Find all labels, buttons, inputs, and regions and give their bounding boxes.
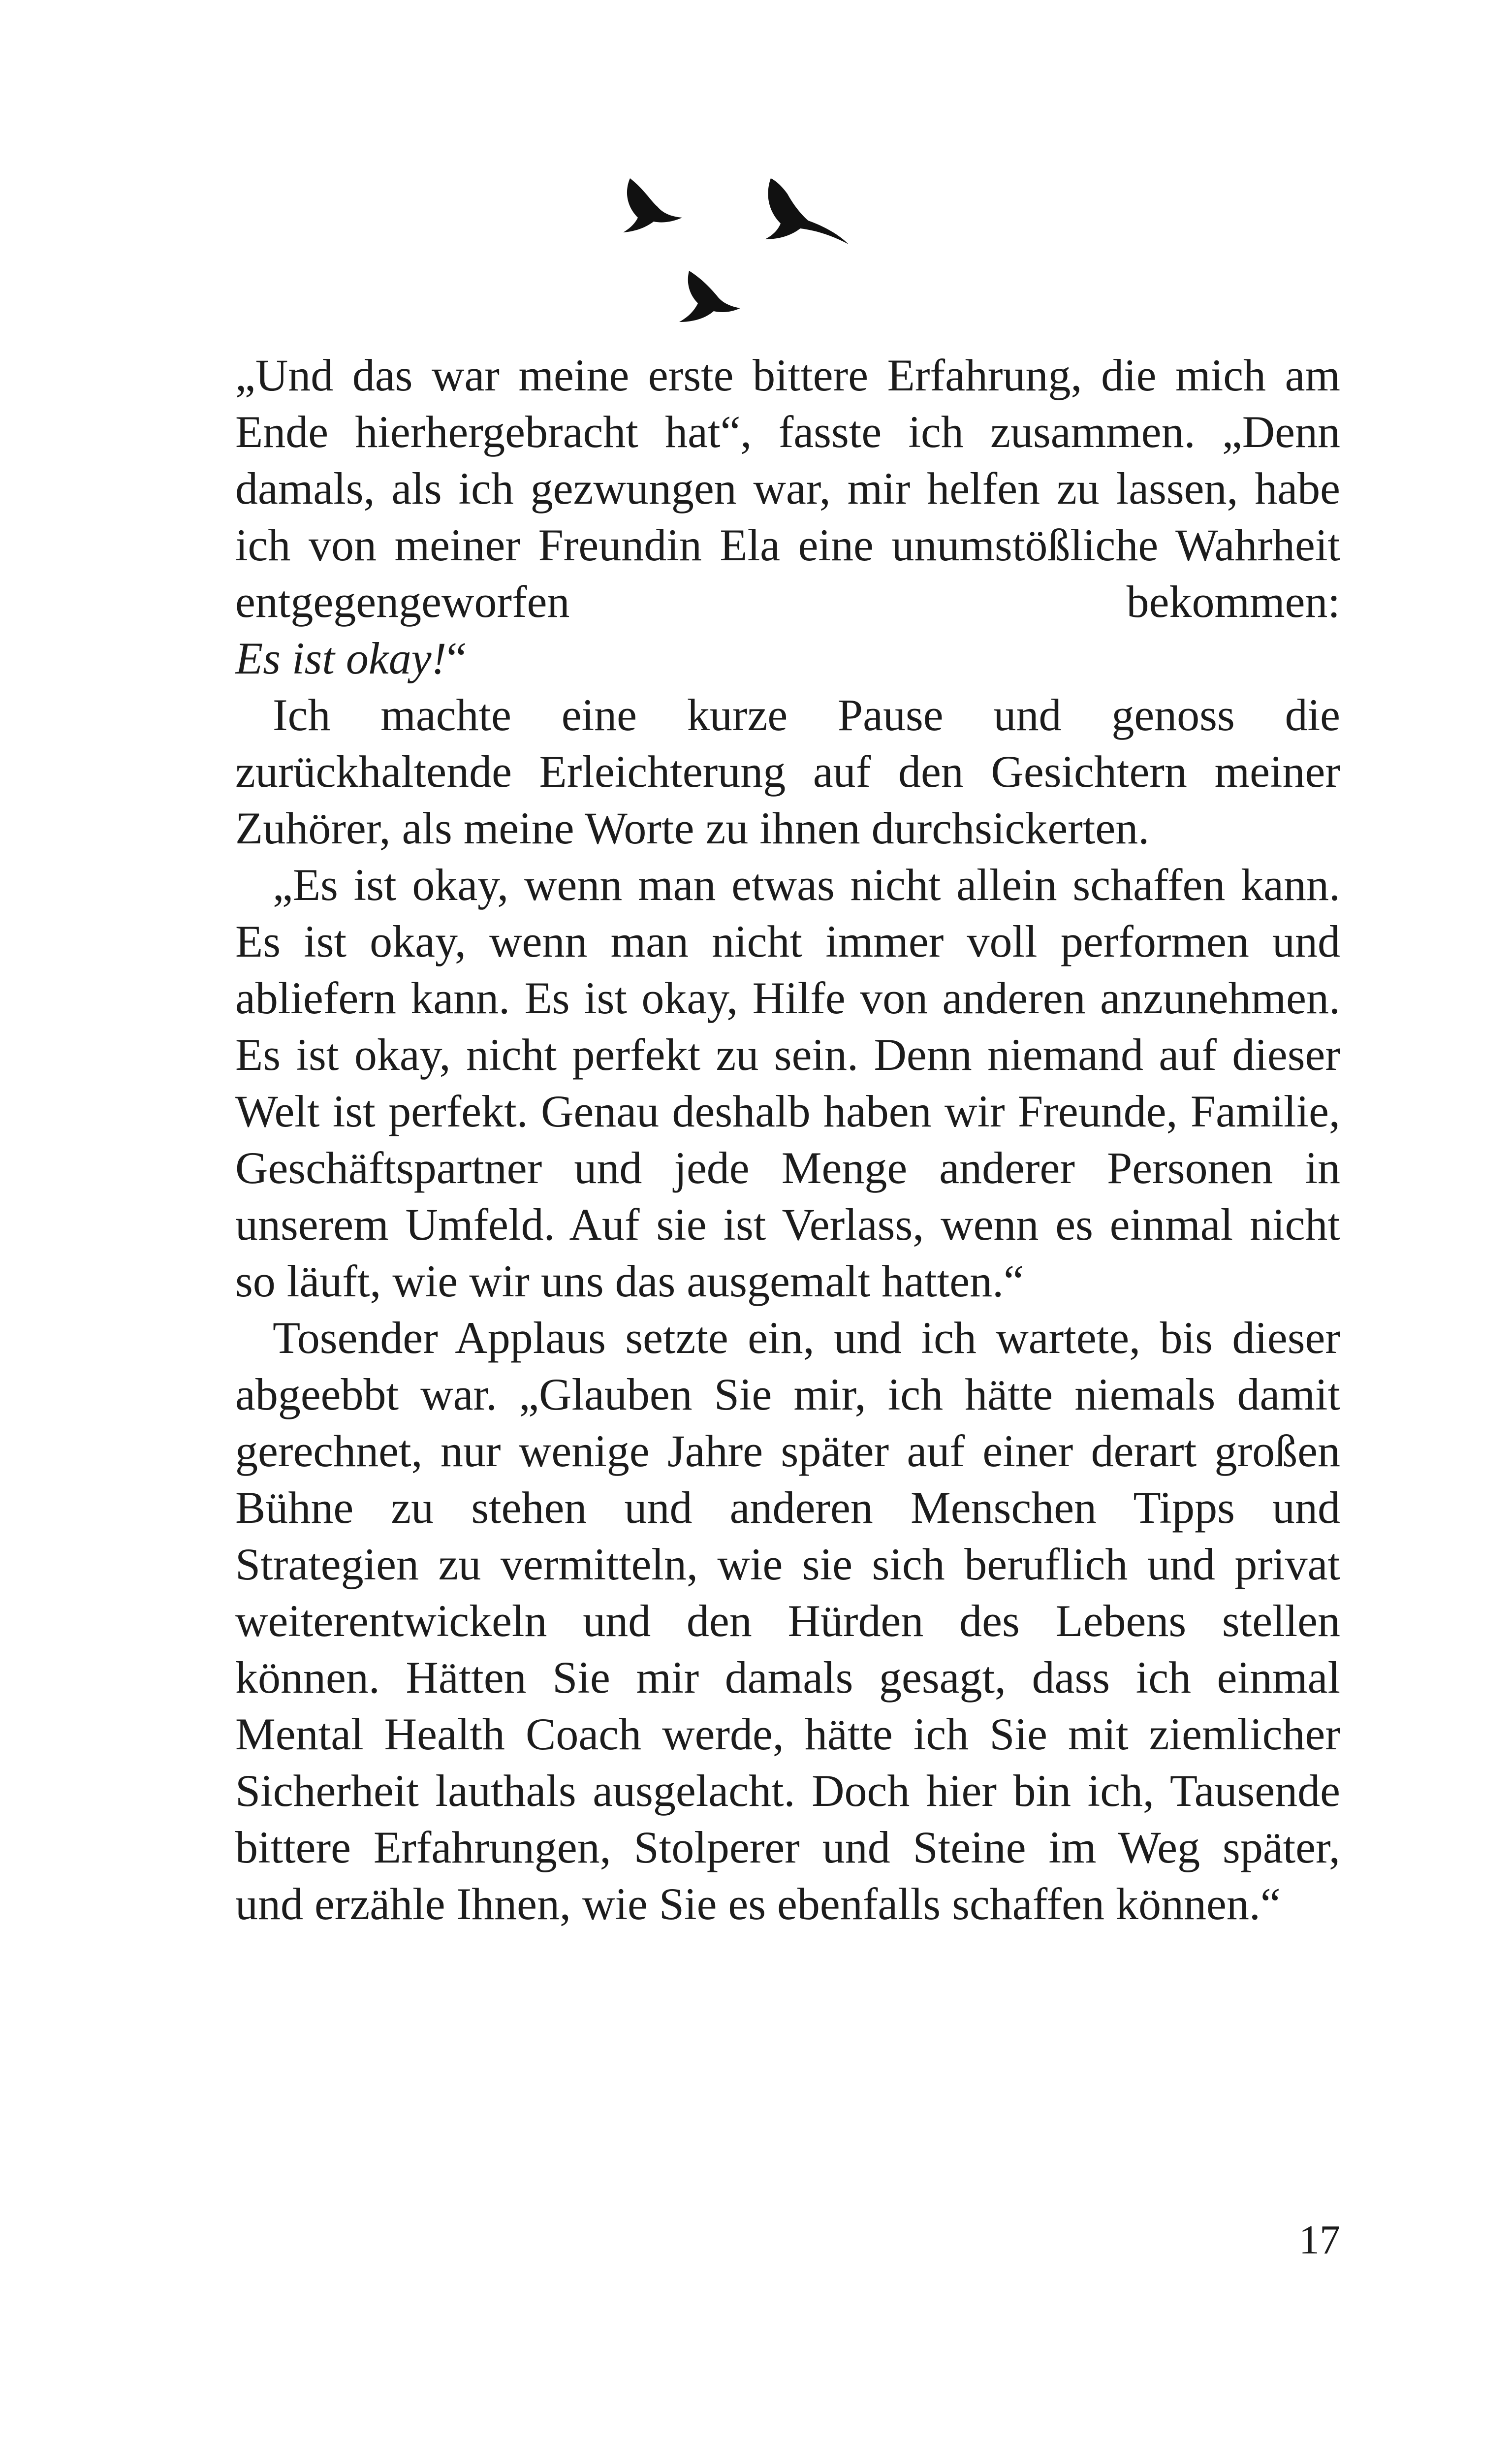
text-line: anderen anzunehmen. Es ist okay, nicht perfekt zu [235, 973, 1341, 1080]
text-line: lassen, habe ich von meiner Freundin Ela eine [235, 463, 1340, 570]
text-line: sein. Denn niemand auf dieser Welt ist perfekt. Genau [235, 1029, 1341, 1136]
text-line: niemals damit gerechnet, nur wenige Jahre später auf [235, 1369, 1341, 1476]
text-line: „Und das war meine erste bittere Erfahrung, die mich [235, 350, 1266, 400]
text-line: dieser abgeebbt war. „Glauben Sie mir, ich hätte [235, 1313, 1341, 1419]
text-line: sich beruflich und privat weiterentwickeln und den [235, 1539, 1340, 1646]
text-line: Ich machte eine kurze Pause und genoss die [273, 690, 1340, 740]
text-line: zurückhaltende Erleichterung auf den Gesichtern [235, 746, 1187, 797]
text-line: ausgelacht. Doch hier bin ich, Tausende bittere [235, 1766, 1341, 1872]
text-line: und jede Menge anderer Personen in unserem Umfeld. [235, 1143, 1341, 1250]
text-line: erzähle Ihnen, wie Sie es ebenfalls schaffen können.“ [315, 1879, 1281, 1929]
text-line: „Es ist okay, wenn man etwas nicht allein schaffen [273, 860, 1226, 910]
text-line: „Denn damals, als ich gezwungen war, mir helfen zu [235, 407, 1341, 514]
bird-bottom [679, 271, 740, 322]
closing-quote: “ [446, 633, 467, 683]
text-line: durchsickerten. [871, 803, 1150, 853]
text-line: Tosender Applaus setzte ein, und ich wartete, bis [273, 1313, 1213, 1363]
text-line: Erfahrungen, Stolperer und Steine im Weg später, und [235, 1822, 1341, 1929]
bird-top-left [623, 178, 682, 232]
text-line: am Ende hierhergebracht hat“, fasste ich zusammen. [235, 350, 1340, 457]
text-line: Menschen Tipps und Strategien zu vermitteln, wie sie [235, 1482, 1341, 1589]
page-number: 17 [1299, 2217, 1340, 2263]
body-text [235, 347, 1340, 1932]
text-line: performen und abliefern kann. Es ist okay, Hilfe von [235, 916, 1341, 1023]
italic-phrase: Es ist okay! [235, 633, 447, 683]
text-line: Hürden des Lebens stellen können. Hätten Sie mir [235, 1596, 1340, 1703]
text-line: einer derart großen Bühne zu stehen und anderen [235, 1426, 1340, 1533]
text-line: deshalb haben wir Freunde, Familie, Geschäftspartner [235, 1086, 1340, 1193]
text-line: unumstößliche Wahrheit entgegengeworfen bekommen: [235, 520, 1340, 627]
paragraph-4 [235, 1310, 1340, 1932]
text-line: meiner Zuhörer, als meine Worte zu ihnen [235, 746, 1341, 853]
text-line: Auf sie ist Verlass, wenn es einmal nicht so läuft, wie [235, 1199, 1340, 1306]
paragraph-1 [235, 347, 1340, 630]
text-line: kann. Es ist okay, wenn man nicht immer voll [235, 860, 1340, 966]
text-line: werde, hätte ich Sie mit ziemlicher Sicherheit lauthals [235, 1709, 1340, 1816]
text-line: damals gesagt, dass ich einmal Mental Health Coach [235, 1652, 1341, 1759]
paragraph-2 [235, 687, 1340, 857]
three-flying-birds-icon [615, 172, 891, 340]
text-line: wir uns das ausgemalt hatten.“ [469, 1256, 1024, 1306]
paragraph-1-end [235, 630, 1340, 687]
bird-top-right [765, 178, 849, 244]
paragraph-3 [235, 857, 1340, 1310]
